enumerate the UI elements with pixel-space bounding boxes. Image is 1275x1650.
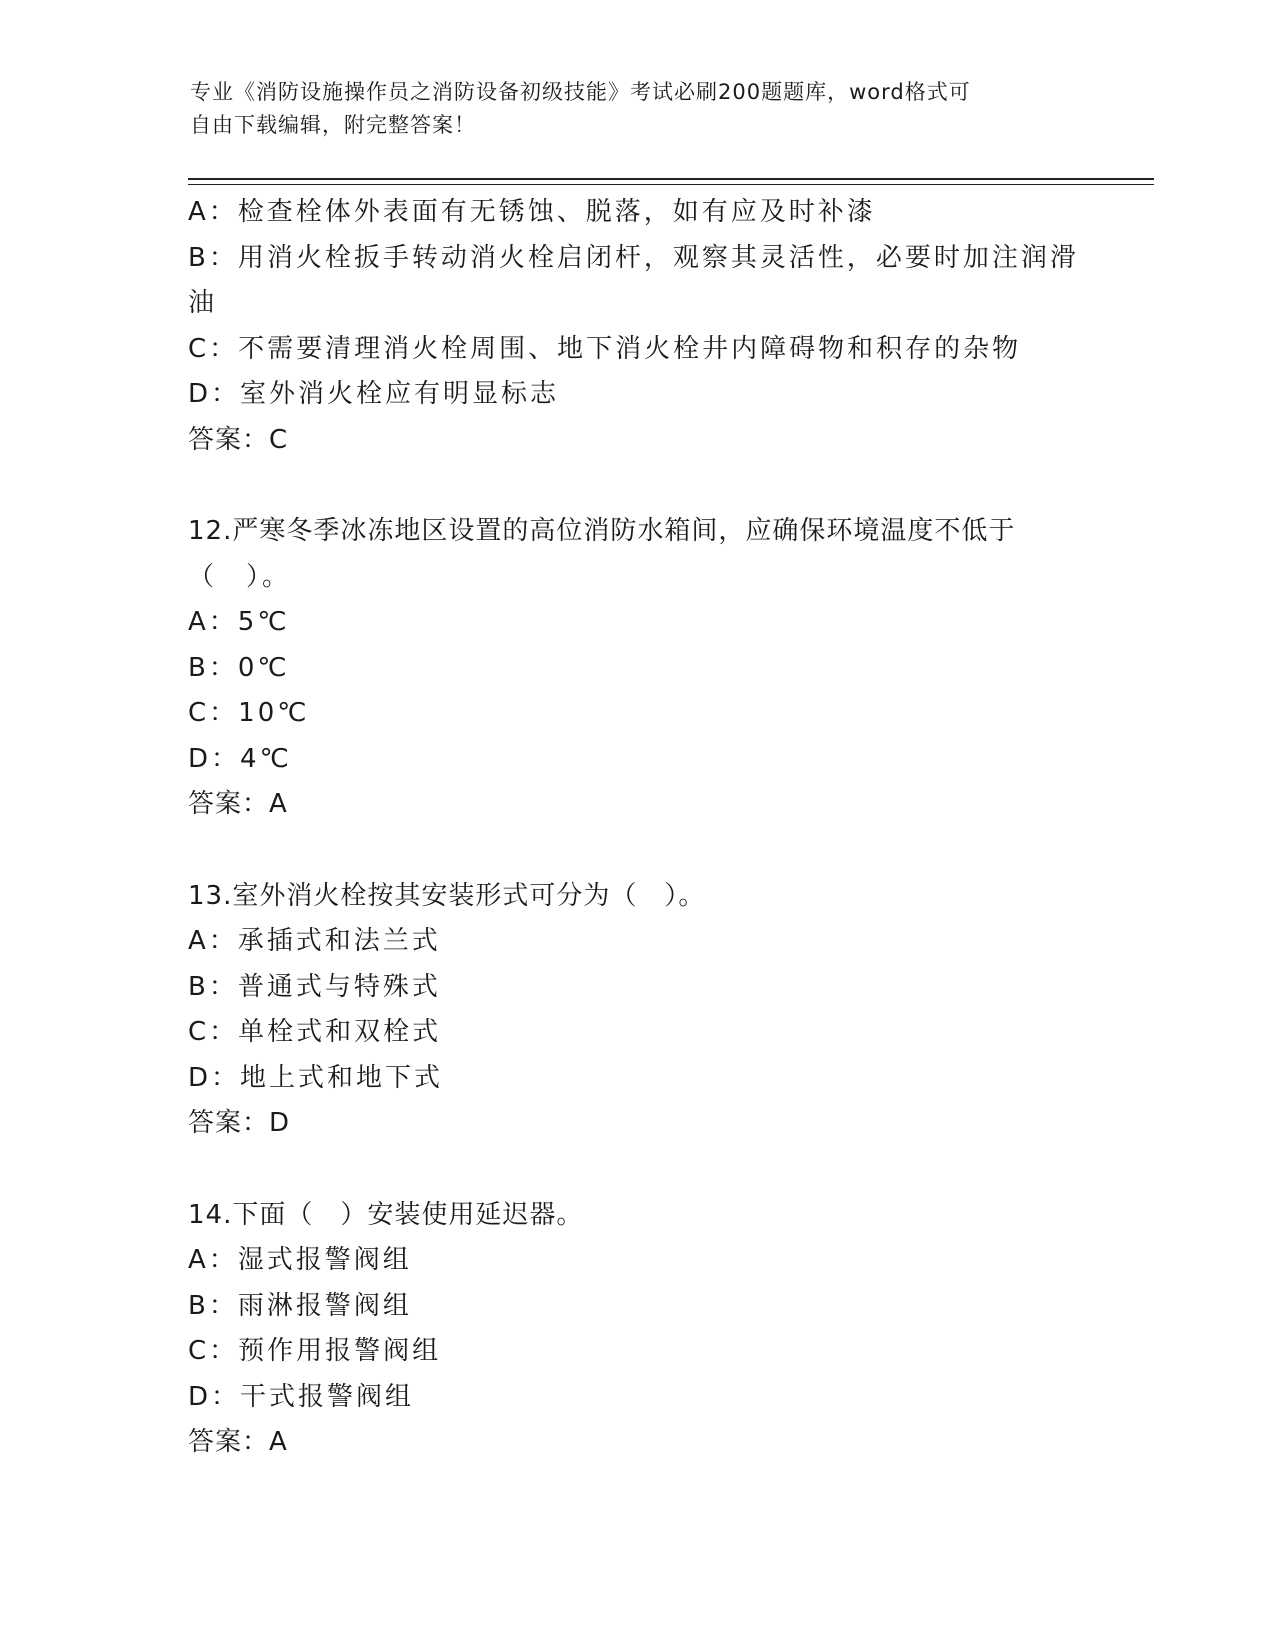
question-list — [188, 190, 1088, 1466]
question-12 — [188, 509, 1088, 828]
question-stem-continued: （ ）。 — [188, 561, 292, 592]
header-line-2: 自由下载编辑，附完整答案！ — [190, 113, 476, 137]
option-b: B：用消火栓扳手转动消火栓启闭杆，观察其灵活性，必要时加注润滑 — [188, 242, 1079, 273]
option-d: D：室外消火栓应有明显标志 — [188, 379, 560, 409]
option-b: B：0℃ — [188, 652, 290, 683]
option-d: D：地上式和地下式 — [188, 1062, 444, 1093]
question-stem: 13.室外消火栓按其安装形式可分为（ ）。 — [188, 880, 706, 911]
option-c: C：不需要清理消火栓周围、地下消火栓井内障碍物和积存的杂物 — [188, 333, 1022, 364]
document-header — [190, 76, 1070, 142]
option-b: B：普通式与特殊式 — [188, 971, 441, 1002]
question-spacer — [188, 828, 1088, 874]
question-11 — [188, 190, 1088, 463]
question-spacer — [188, 1147, 1088, 1193]
option-b-continued: 油 — [188, 288, 218, 318]
option-d: D：干式报警阀组 — [188, 1381, 415, 1412]
option-a: A：湿式报警阀组 — [188, 1245, 412, 1275]
header-divider-thin — [188, 184, 1154, 185]
header-line-1: 专业《消防设施操作员之消防设备初级技能》考试必刷200题题库，word格式可 — [190, 80, 971, 104]
answer: 答案：A — [188, 1427, 288, 1457]
option-a: A：5℃ — [188, 607, 290, 637]
option-a: A：承插式和法兰式 — [188, 926, 441, 956]
option-c: C：预作用报警阀组 — [188, 1336, 442, 1366]
option-c: C：单栓式和双栓式 — [188, 1017, 442, 1047]
option-c: C：10℃ — [188, 698, 310, 728]
header-divider-thick — [188, 178, 1154, 180]
answer: 答案：D — [188, 1108, 291, 1138]
question-14 — [188, 1193, 1088, 1466]
option-a: A：检查栓体外表面有无锈蚀、脱落，如有应及时补漆 — [188, 197, 876, 227]
question-spacer — [188, 463, 1088, 509]
question-stem: 12.严寒冬季冰冻地区设置的高位消防水箱间，应确保环境温度不低于 — [188, 516, 1016, 546]
answer: 答案：A — [188, 789, 288, 819]
option-b: B：雨淋报警阀组 — [188, 1290, 412, 1321]
answer: 答案：C — [188, 424, 289, 455]
question-13 — [188, 874, 1088, 1147]
question-stem: 14.下面（ ）安装使用延迟器。 — [188, 1199, 584, 1230]
option-d: D：4℃ — [188, 743, 292, 774]
